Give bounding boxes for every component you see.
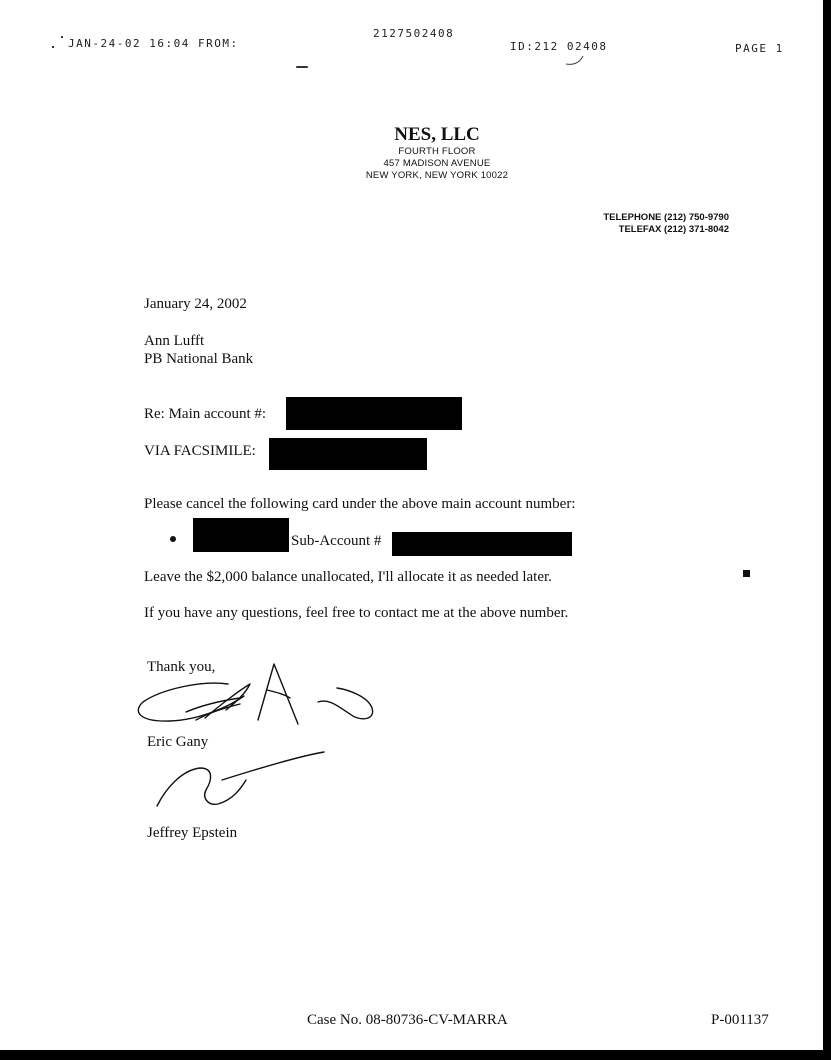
- telefax: TELEFAX (212) 371-8042: [618, 224, 729, 235]
- address-line-3: NEW YORK, NEW YORK 10022: [365, 170, 509, 181]
- redaction-main-account: [286, 397, 462, 430]
- fax-id: ID:212 02408: [510, 40, 608, 53]
- recipient-name: Ann Lufft: [144, 333, 205, 349]
- company-name: NES, LLC: [394, 124, 480, 145]
- fax-number: 2127502408: [373, 27, 455, 40]
- redaction-fax-number: [269, 438, 427, 470]
- letter-date: January 24, 2002: [144, 296, 247, 312]
- bullet-point: [170, 536, 176, 542]
- recipient-org: PB National Bank: [144, 351, 254, 367]
- scan-speck: [61, 36, 63, 38]
- scan-border-bottom: [0, 1050, 831, 1060]
- fax-date-time: JAN-24-02 16:04 FROM:: [68, 37, 239, 50]
- scan-speck: [52, 46, 54, 48]
- scan-square-mark: [743, 570, 750, 577]
- re-label: Re: Main account #:: [144, 406, 267, 422]
- closing: Thank you,: [147, 659, 216, 675]
- redaction-card-name: [193, 518, 289, 552]
- address-line-2: 457 MADISON AVENUE: [383, 158, 491, 169]
- case-number: Case No. 08-80736-CV-MARRA: [307, 1012, 508, 1028]
- via-facsimile-label: VIA FACSIMILE:: [144, 443, 256, 459]
- sub-account-label: Sub-Account #: [291, 533, 382, 549]
- redaction-sub-account: [392, 532, 572, 556]
- scan-speck: [296, 66, 308, 68]
- signer-1-name: Eric Gany: [147, 734, 209, 750]
- body-line-2: Leave the $2,000 balance unallocated, I'll allocate it as needed later.: [144, 569, 552, 585]
- signer-2-name: Jeffrey Epstein: [147, 825, 238, 841]
- telephone: TELEPHONE (212) 750-9790: [603, 212, 729, 223]
- fax-page: PAGE 1: [735, 42, 784, 55]
- address-line-1: FOURTH FLOOR: [398, 146, 476, 157]
- body-line-1: Please cancel the following card under the above main account number:: [144, 496, 576, 512]
- body-line-3: If you have any questions, feel free to contact me at the above number.: [144, 605, 569, 621]
- bates-number: P-001137: [711, 1012, 769, 1028]
